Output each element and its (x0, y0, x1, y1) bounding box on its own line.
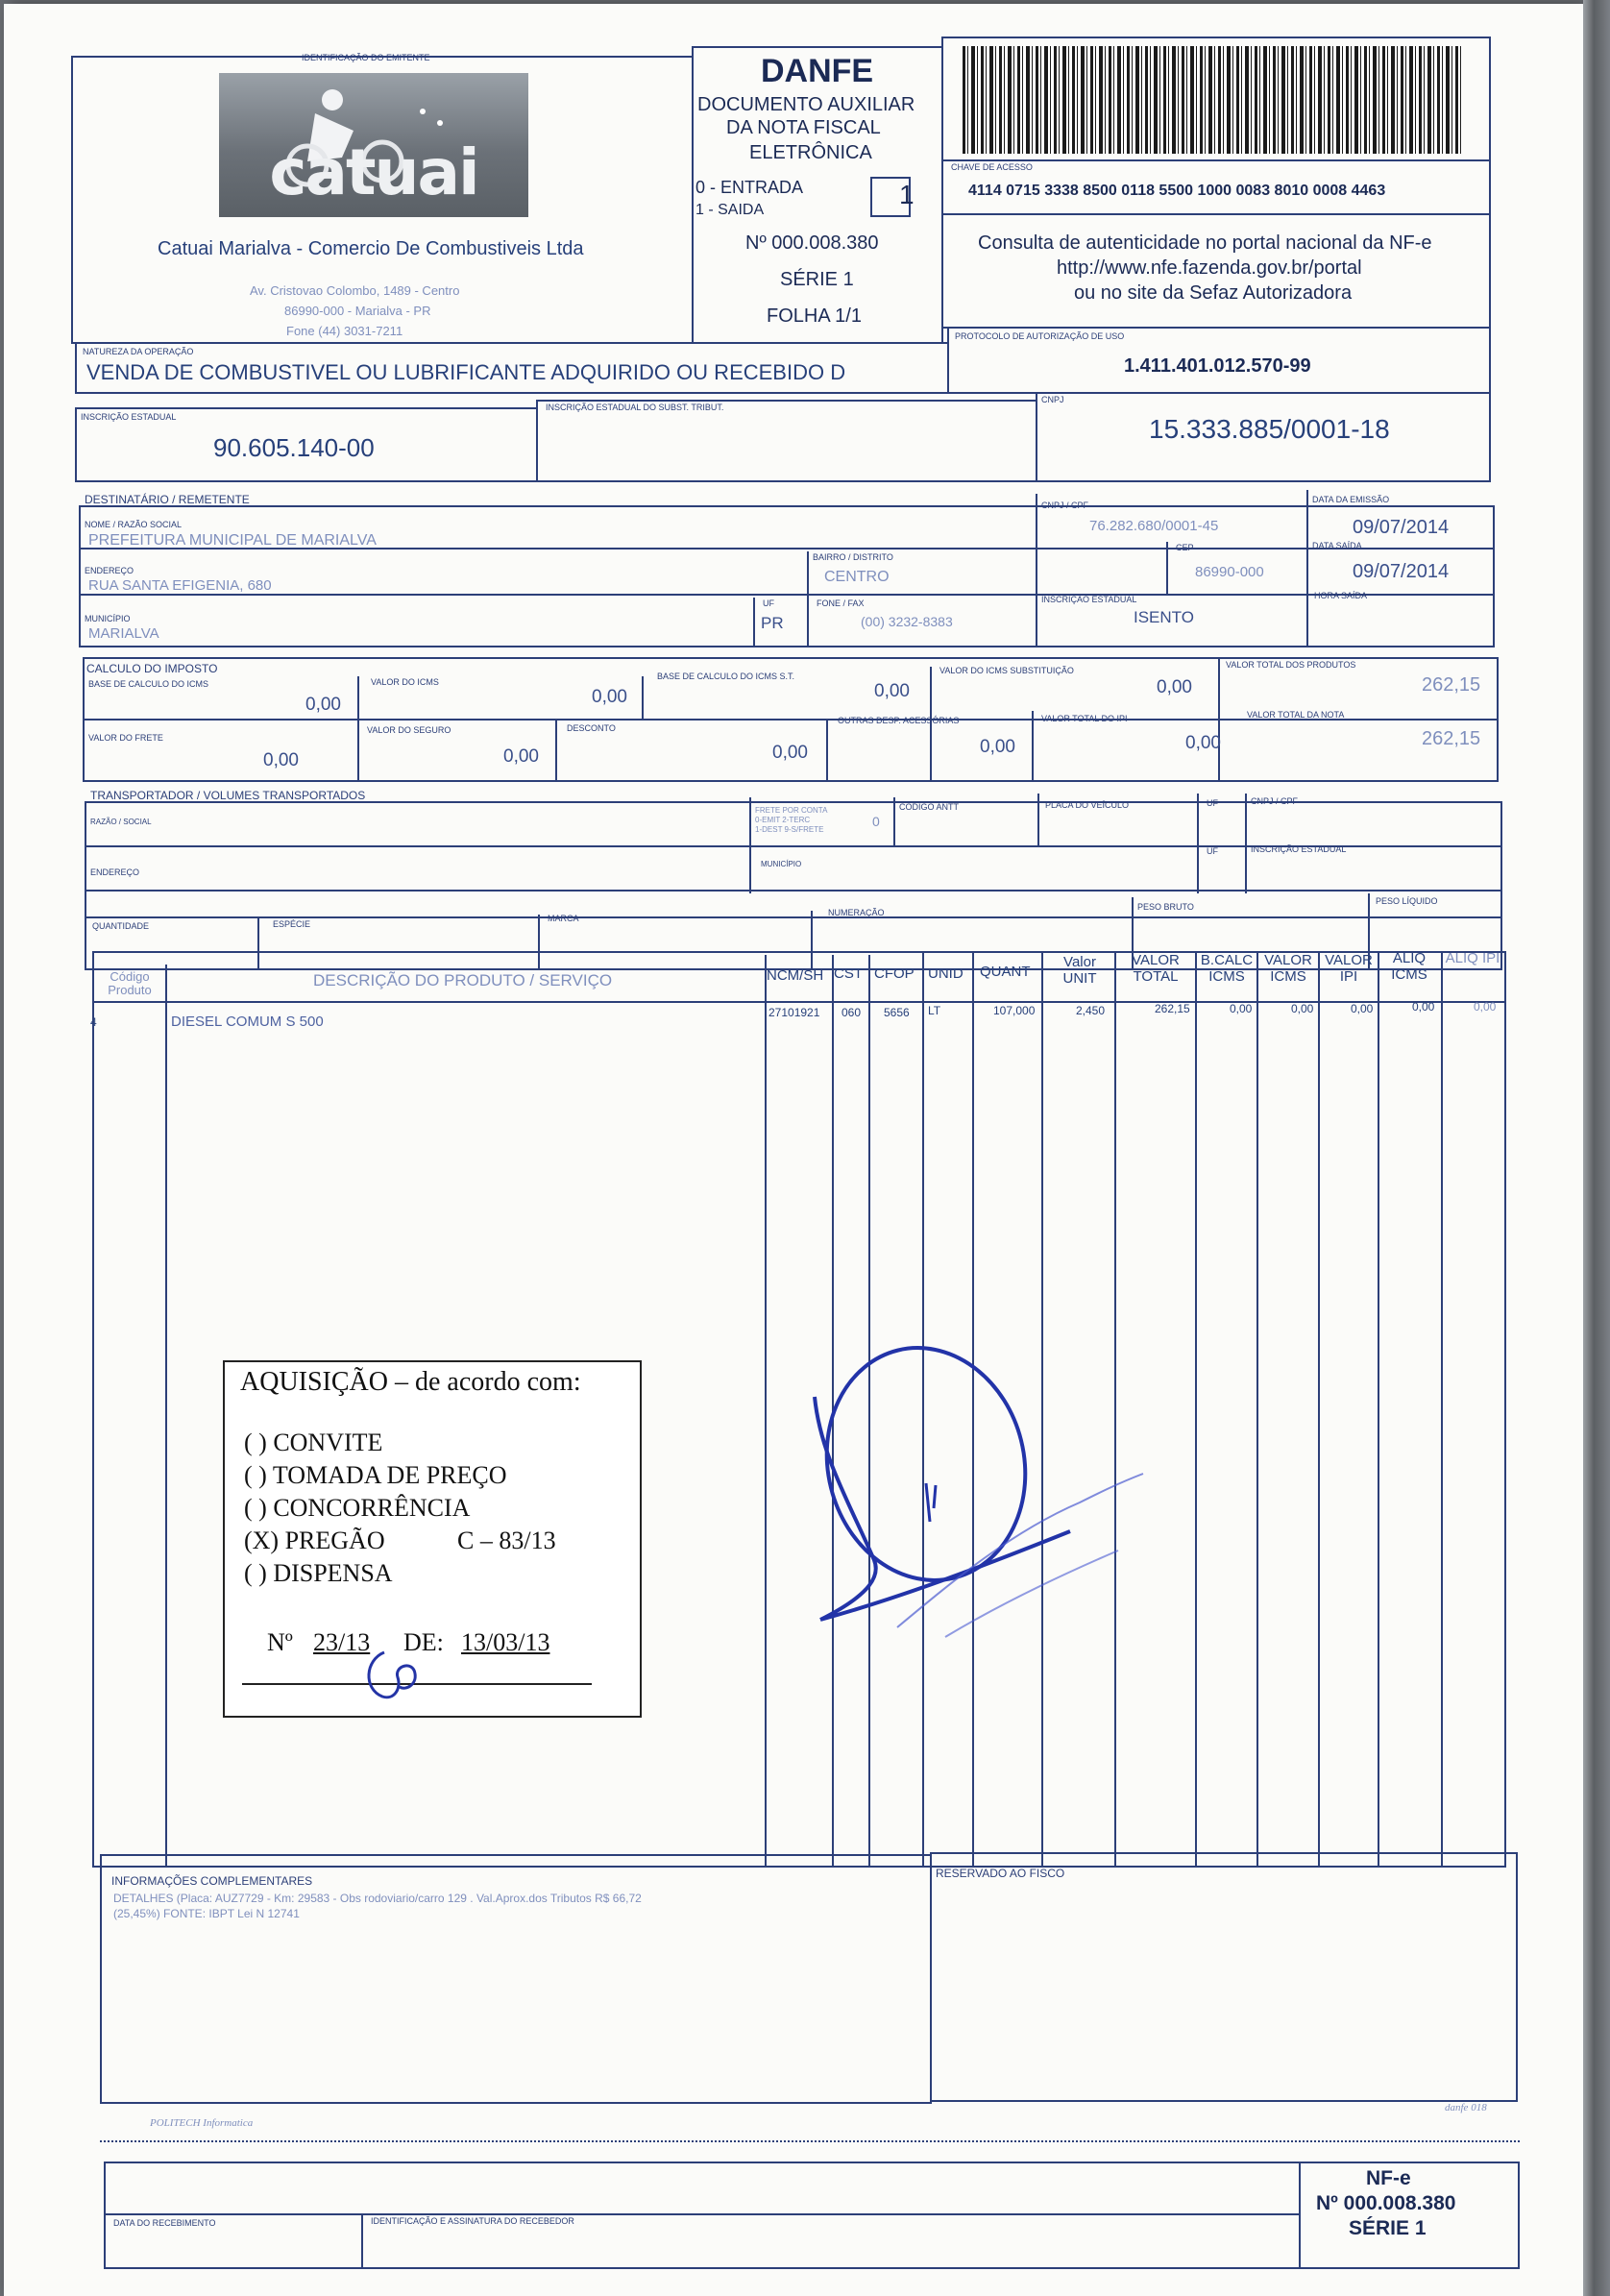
invoice-page (4, 4, 1583, 2296)
desconto-label: DESCONTO (567, 723, 616, 733)
header-cfop: CFOP (874, 965, 915, 982)
consulta-line-2: http://www.nfe.fazenda.gov.br/portal (1057, 257, 1362, 279)
dest-municipio-label: MUNICÍPIO (85, 614, 131, 623)
seguro-label: VALOR DO SEGURO (367, 725, 451, 735)
outras-value: 0,00 (980, 737, 1015, 757)
cut-line (100, 2140, 1520, 2142)
dest-saida: 09/07/2014 (1353, 561, 1450, 582)
natureza-value: VENDA DE COMBUSTIVEL OU LUBRIFICANTE ADQUIRIDO OU RECEBIDO D (86, 360, 846, 384)
transp-razao-label: RAZÃO / SOCIAL (90, 818, 152, 826)
dest-fone-label: FONE / FAX (817, 598, 865, 608)
stamp-title: AQUISIÇÃO – de acordo com: (240, 1367, 581, 1397)
transp-endereco-label: ENDEREÇO (90, 867, 140, 877)
nf-number: Nº 000.008.380 (745, 232, 879, 254)
protocolo-label: PROTOCOLO DE AUTORIZAÇÃO DE USO (955, 331, 1125, 341)
transp-municipio-label: MUNICÍPIO (761, 860, 802, 868)
danfe-subtitle-3: ELETRÔNICA (749, 142, 872, 163)
item-unid: LT (928, 1004, 941, 1017)
item-vunit: 2,450 (1076, 1004, 1106, 1017)
company-phone: Fone (44) 3031-7211 (286, 324, 403, 338)
dest-emissao: 09/07/2014 (1353, 517, 1450, 538)
frete-label: VALOR DO FRETE (88, 733, 163, 743)
dest-endereco-label: ENDEREÇO (85, 566, 134, 575)
tipo-value: 1 (899, 180, 915, 209)
stamp-de-label: DE: (403, 1628, 444, 1656)
total-nota-value: 262,15 (1422, 728, 1481, 749)
transp-uf2-label: UF (1207, 846, 1218, 856)
fisco-box (930, 1852, 1518, 2102)
valor-icms-label: VALOR DO ICMS (371, 677, 439, 687)
danfe-title: DANFE (761, 53, 874, 89)
transp-numeracao-label: NUMERAÇÃO (828, 908, 885, 917)
transp-antt-label: CÓDIGO ANTT (899, 802, 960, 812)
transp-ie-label: INSCRIÇÃO ESTADUAL (1251, 844, 1347, 854)
danfe-subtitle-2: DA NOTA FISCAL (726, 117, 881, 138)
item-cfop: 5656 (884, 1006, 910, 1019)
page-edge-shadow (1583, 0, 1610, 2296)
dest-cnpj-label: CNPJ / CPF (1041, 501, 1089, 510)
dest-nome-label: NOME / RAZÃO SOCIAL (85, 520, 183, 529)
item-ncm: 27101921 (768, 1006, 820, 1019)
saida-label: 1 - SAIDA (695, 202, 765, 218)
base-st-value: 0,00 (874, 681, 910, 701)
item-aicms: 0,00 (1412, 1000, 1435, 1014)
fisco-label: RESERVADO AO FISCO (936, 1867, 1065, 1880)
transp-cnpj-label: CNPJ / CPF (1251, 796, 1299, 806)
item-descricao: DIESEL COMUM S 500 (171, 1014, 324, 1030)
transp-uf-label: UF (1207, 798, 1218, 808)
dest-bairro: CENTRO (824, 569, 890, 585)
dest-ie-label: INSCRIÇÃO ESTADUAL (1041, 595, 1137, 604)
dest-cep-label: CEP (1176, 543, 1194, 552)
natureza-label: NATUREZA DA OPERAÇÃO (83, 347, 194, 356)
ie-value: 90.605.140-00 (213, 433, 375, 462)
consulta-line-3: ou no site da Sefaz Autorizadora (1074, 282, 1353, 304)
dest-hora-label: HORA SAÍDA (1314, 591, 1368, 600)
header-unid: UNID (928, 965, 964, 982)
footer-nfe: NF-e (1366, 2167, 1411, 2189)
nf-serie: SÉRIE 1 (780, 269, 854, 290)
base-icms-label: BASE DE CALCULO DO ICMS (88, 679, 209, 689)
info-line-1: DETALHES (Placa: AUZ7729 - Km: 29583 - Obs rodoviario/carro 129 . Val.Aprox.dos Tributos R$ 66,72 (113, 1892, 642, 1905)
cnpj-emit-value: 15.333.885/0001-18 (1149, 414, 1390, 444)
transp-qtd-label: QUANTIDADE (92, 921, 150, 931)
stamp-dispensa: ( ) DISPENSA (244, 1559, 393, 1587)
ipi-label: VALOR TOTAL DO IPI (1041, 714, 1128, 723)
base-icms-value: 0,00 (305, 695, 341, 715)
dest-cep: 86990-000 (1195, 564, 1264, 580)
dest-section: DESTINATÁRIO / REMETENTE (85, 493, 250, 506)
header-ncm: NCM/SH (767, 967, 824, 984)
emitter-label: IDENTIFICAÇÃO DO EMITENTE (302, 53, 430, 62)
cnpj-emit-label: CNPJ (1041, 395, 1064, 404)
item-aipi: 0,00 (1474, 1000, 1497, 1014)
stamp-initials (355, 1641, 432, 1708)
stamp-pregao: (X) PREGÃO (244, 1527, 385, 1554)
receipt-box (104, 2162, 1520, 2269)
col-sep (165, 965, 167, 1868)
dest-emissao-label: DATA DA EMISSÃO (1312, 495, 1390, 504)
transp-peso-bruto-label: PESO BRUTO (1137, 902, 1194, 912)
consulta-line-1: Consulta de autenticidade no portal nacional da NF-e (978, 232, 1432, 254)
header-vunit: Valor UNIT (1062, 954, 1097, 987)
logo-text: catuai (269, 135, 478, 209)
software-name: POLITECH Informatica (150, 2117, 254, 2129)
info-label: INFORMAÇÕES COMPLEMENTARES (111, 1874, 313, 1888)
transp-marca-label: MARCA (548, 914, 579, 923)
stamp-n-label: Nº (267, 1628, 293, 1656)
header-codigo: Código Produto (108, 969, 152, 998)
outras-label: OUTRAS DESP. ACESSÓRIAS (838, 716, 960, 725)
ipi-value: 0,00 (1185, 733, 1221, 753)
dest-ie: ISENTO (1134, 608, 1194, 626)
desconto-value: 0,00 (772, 743, 808, 763)
barcode (963, 46, 1462, 154)
total-prod-label: VALOR TOTAL DOS PRODUTOS (1226, 660, 1356, 670)
dest-uf-label: UF (763, 598, 774, 608)
header-aipi: ALIQ IPI (1445, 950, 1500, 966)
company-logo (219, 73, 528, 217)
dest-box (79, 505, 1495, 647)
stamp-de-value: 13/03/13 (461, 1628, 550, 1656)
stamp-n-value: 23/13 (313, 1628, 371, 1656)
dest-uf: PR (761, 614, 784, 632)
item-vicms: 0,00 (1291, 1002, 1314, 1015)
protocolo-value: 1.411.401.012.570-99 (1124, 355, 1311, 377)
valor-st-value: 0,00 (1157, 677, 1192, 697)
company-city: 86990-000 - Marialva - PR (284, 304, 431, 318)
dest-saida-label: DATA SAÍDA (1312, 541, 1362, 550)
ie-label: INSCRIÇÃO ESTADUAL (81, 412, 177, 422)
acquisition-stamp (223, 1360, 642, 1718)
valor-icms-value: 0,00 (592, 687, 627, 707)
signature (782, 1339, 1224, 1666)
entrada-label: 0 - ENTRADA (695, 178, 804, 197)
item-vipi: 0,00 (1351, 1002, 1374, 1015)
ie-subst-label: INSCRIÇÃO ESTADUAL DO SUBST. TRIBUT. (546, 403, 724, 412)
dest-nome: PREFEITURA MUNICIPAL DE MARIALVA (88, 532, 377, 549)
stamp-convite: ( ) CONVITE (244, 1429, 383, 1456)
header-vtotal: VALOR TOTAL (1132, 952, 1180, 985)
dest-endereco: RUA SANTA EFIGENIA, 680 (88, 577, 272, 594)
info-line-2: (25,45%) FONTE: IBPT Lei N 12741 (113, 1907, 300, 1920)
ident-recebedor-label: IDENTIFICAÇÃO E ASSINATURA DO RECEBEDOR (371, 2216, 574, 2226)
dest-bairro-label: BAIRRO / DISTRITO (813, 552, 893, 562)
nf-folha: FOLHA 1/1 (767, 305, 862, 327)
header-descricao: DESCRIÇÃO DO PRODUTO / SERVIÇO (313, 971, 613, 989)
header-vicms: VALOR ICMS (1264, 952, 1312, 985)
total-nota-label: VALOR TOTAL DA NOTA (1247, 710, 1345, 720)
item-quant: 107,000 (993, 1004, 1036, 1017)
transp-frete-value: 0 (872, 814, 880, 829)
transp-frete-opt1: 0-EMIT 2-TERC (755, 816, 811, 824)
transp-frete-opt2: 1-DEST 9-S/FRETE (755, 825, 824, 834)
transp-peso-liq-label: PESO LÍQUIDO (1376, 896, 1438, 906)
footer-serie: SÉRIE 1 (1349, 2217, 1427, 2239)
company-address: Av. Cristovao Colombo, 1489 - Centro (250, 283, 460, 298)
item-vtotal: 262,15 (1155, 1002, 1190, 1015)
item-codigo: 4 (90, 1015, 97, 1029)
header-cst: CST (834, 965, 863, 982)
dest-cnpj: 76.282.680/0001-45 (1089, 518, 1219, 534)
total-prod-value: 262,15 (1422, 674, 1481, 696)
transp-section: TRANSPORTADOR / VOLUMES TRANSPORTADOS (90, 789, 366, 802)
stamp-pregao-ref: C – 83/13 (457, 1527, 556, 1554)
frete-value: 0,00 (263, 750, 299, 770)
danfe-subtitle-1: DOCUMENTO AUXILIAR (697, 94, 915, 115)
chave-value: 4114 0715 3338 8500 0118 5500 1000 0083 8010 0008 4463 (968, 183, 1386, 199)
transp-especie-label: ESPÉCIE (273, 919, 311, 929)
header-aicms: ALIQ ICMS (1391, 950, 1427, 983)
dest-fone: (00) 3232-8383 (861, 614, 953, 629)
stamp-concorrencia: ( ) CONCORRÊNCIA (244, 1494, 471, 1522)
item-cst: 060 (842, 1006, 862, 1019)
item-bcicms: 0,00 (1230, 1002, 1253, 1015)
imposto-section: CALCULO DO IMPOSTO (86, 662, 218, 675)
footer-numero: Nº 000.008.380 (1316, 2192, 1456, 2214)
header-vipi: VALOR IPI (1325, 952, 1373, 985)
chave-label: CHAVE DE ACESSO (951, 162, 1033, 172)
dest-municipio: MARIALVA (88, 625, 159, 642)
header-quant: QUANT (980, 964, 1031, 980)
data-recebimento-label: DATA DO RECEBIMENTO (113, 2218, 216, 2228)
company-name: Catuai Marialva - Comercio De Combustiveis Ltda (158, 238, 584, 259)
valor-st-label: VALOR DO ICMS SUBSTITUIÇÃO (939, 666, 1074, 675)
danfe-code: danfe 018 (1445, 2102, 1487, 2113)
base-st-label: BASE DE CALCULO DO ICMS S.T. (657, 672, 795, 681)
seguro-value: 0,00 (503, 746, 539, 767)
transp-frete-label: FRETE POR CONTA (755, 806, 828, 815)
header-bcicms: B.CALC ICMS (1200, 952, 1254, 985)
transp-placa-label: PLACA DO VEÍCULO (1045, 800, 1130, 810)
stamp-tomada: ( ) TOMADA DE PREÇO (244, 1461, 507, 1489)
